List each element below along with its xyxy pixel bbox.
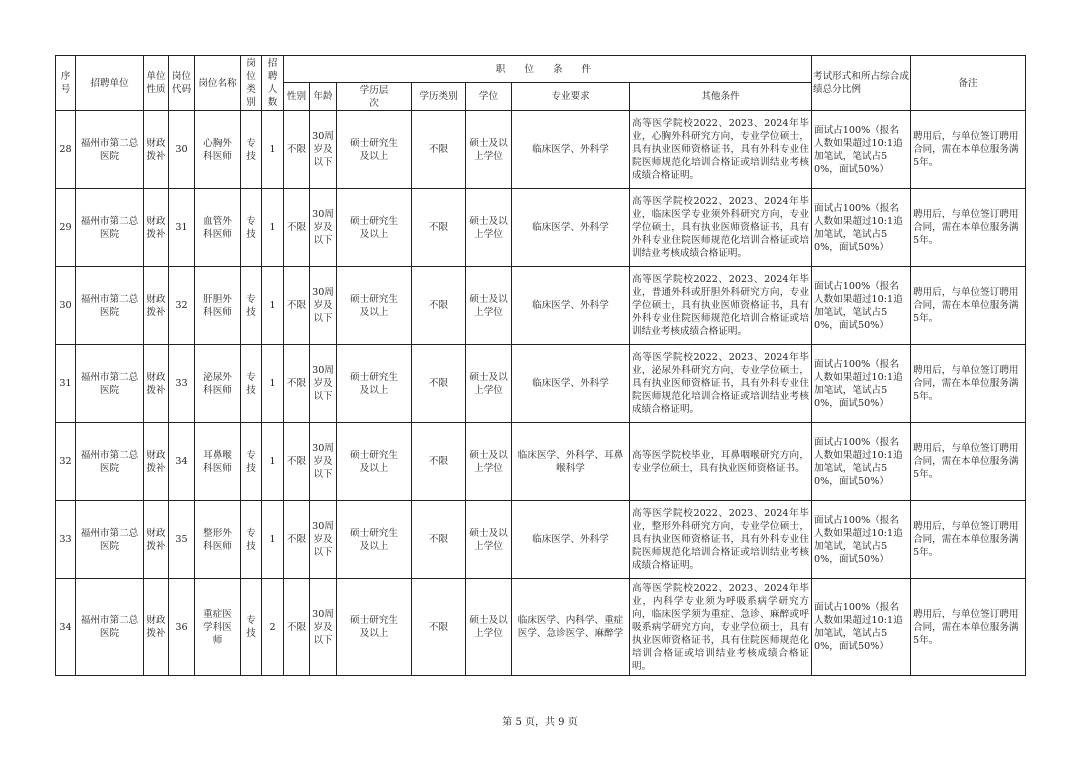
cell-degree: 硕士及以上学位 <box>466 111 512 189</box>
cell-exam: 面试占100%（报名人数如果超过10:1追加笔试，笔试占50%，面试50%） <box>812 189 911 267</box>
header-conditions-group: 职 位 条 件 <box>284 56 812 83</box>
cell-nature: 财政拨补 <box>144 267 169 345</box>
cell-count: 1 <box>262 423 284 501</box>
cell-edu-type: 不限 <box>412 423 466 501</box>
cell-category: 专技 <box>241 345 262 423</box>
header-unit: 招聘单位 <box>76 56 144 111</box>
cell-major: 临床医学、外科学 <box>512 501 630 579</box>
cell-code: 33 <box>169 345 195 423</box>
cell-age: 30周岁及以下 <box>310 267 337 345</box>
cell-count: 2 <box>262 579 284 676</box>
cell-unit: 福州市第二总医院 <box>76 423 144 501</box>
cell-category: 专技 <box>241 267 262 345</box>
header-other: 其他条件 <box>630 83 812 111</box>
cell-gender: 不限 <box>284 345 310 423</box>
cell-seq: 33 <box>56 501 76 579</box>
header-nature: 单位性质 <box>144 56 169 111</box>
cell-degree: 硕士及以上学位 <box>466 423 512 501</box>
cell-count: 1 <box>262 501 284 579</box>
header-edu-level: 学历层次 <box>337 83 412 111</box>
header-seq: 序号 <box>56 56 76 111</box>
cell-edu-level: 硕士研究生及以上 <box>337 189 412 267</box>
header-gender: 性别 <box>284 83 310 111</box>
cell-seq: 28 <box>56 111 76 189</box>
cell-seq: 32 <box>56 423 76 501</box>
cell-age: 30周岁及以下 <box>310 189 337 267</box>
table-row <box>56 267 1026 345</box>
cell-other: 高等医学院校2022、2023、2024年毕业，内科学专业须为呼吸系病学研究方向，临床医学须为重症、急诊、麻醉或呼吸系病学研究方向，专业学位硕士，具有执业医师资格证书，具有住院医师规范化培训合格证或培训结业考核成绩合格证明。 <box>630 579 812 676</box>
cell-seq: 30 <box>56 267 76 345</box>
header-code: 岗位代码 <box>169 56 195 111</box>
cell-count: 1 <box>262 189 284 267</box>
cell-nature: 财政拨补 <box>144 111 169 189</box>
header-edu-type: 学历类别 <box>412 83 466 111</box>
cell-category: 专技 <box>241 189 262 267</box>
cell-edu-level: 硕士研究生及以上 <box>337 579 412 676</box>
cell-code: 36 <box>169 579 195 676</box>
cell-unit: 福州市第二总医院 <box>76 501 144 579</box>
table-row <box>56 423 1026 501</box>
table-row <box>56 111 1026 189</box>
cell-nature: 财政拨补 <box>144 423 169 501</box>
cell-edu-type: 不限 <box>412 267 466 345</box>
header-degree: 学位 <box>466 83 512 111</box>
cell-edu-type: 不限 <box>412 579 466 676</box>
cell-gender: 不限 <box>284 267 310 345</box>
cell-gender: 不限 <box>284 579 310 676</box>
cell-name: 心胸外科医师 <box>195 111 241 189</box>
cell-other: 高等医学院校2022、2023、2024年毕业，临床医学专业须外科研究方向，专业学位硕士，具有执业医师资格证书，具有外科专业住院医师规范化培训合格证或培训结业考核成绩合格证明。 <box>630 189 812 267</box>
cell-unit: 福州市第二总医院 <box>76 267 144 345</box>
cell-other: 高等医学院校毕业，耳鼻咽喉研究方向，专业学位硕士，具有执业医师资格证书。 <box>630 423 812 501</box>
cell-code: 35 <box>169 501 195 579</box>
cell-gender: 不限 <box>284 189 310 267</box>
cell-name: 耳鼻喉科医师 <box>195 423 241 501</box>
cell-name: 泌尿外科医师 <box>195 345 241 423</box>
cell-edu-type: 不限 <box>412 501 466 579</box>
cell-code: 31 <box>169 189 195 267</box>
header-name: 岗位名称 <box>195 56 241 111</box>
cell-age: 30周岁及以下 <box>310 345 337 423</box>
cell-degree: 硕士及以上学位 <box>466 501 512 579</box>
cell-category: 专技 <box>241 579 262 676</box>
cell-nature: 财政拨补 <box>144 345 169 423</box>
cell-major: 临床医学、外科学 <box>512 189 630 267</box>
cell-remark: 聘用后，与单位签订聘用合同，需在本单位服务满5年。 <box>911 189 1026 267</box>
table-row <box>56 189 1026 267</box>
cell-major: 临床医学、外科学 <box>512 267 630 345</box>
cell-exam: 面试占100%（报名人数如果超过10:1追加笔试，笔试占50%，面试50%） <box>812 579 911 676</box>
cell-edu-level: 硕士研究生及以上 <box>337 267 412 345</box>
cell-age: 30周岁及以下 <box>310 423 337 501</box>
table-row <box>56 345 1026 423</box>
cell-other: 高等医学院校2022、2023、2024年毕业，普通外科或肝胆外科研究方向，专业学位硕士，具有执业医师资格证书，具有外科专业住院医师规范化培训合格证或培训结业考核成绩合格证明。 <box>630 267 812 345</box>
header-age: 年龄 <box>310 83 337 111</box>
cell-remark: 聘用后，与单位签订聘用合同，需在本单位服务满5年。 <box>911 345 1026 423</box>
header-remark: 备注 <box>911 56 1026 111</box>
cell-seq: 34 <box>56 579 76 676</box>
cell-exam: 面试占100%（报名人数如果超过10:1追加笔试，笔试占50%，面试50%） <box>812 267 911 345</box>
cell-name: 血管外科医师 <box>195 189 241 267</box>
cell-category: 专技 <box>241 423 262 501</box>
cell-unit: 福州市第二总医院 <box>76 189 144 267</box>
cell-unit: 福州市第二总医院 <box>76 111 144 189</box>
header-count: 招聘人数 <box>262 56 284 111</box>
cell-edu-level: 硕士研究生及以上 <box>337 345 412 423</box>
cell-unit: 福州市第二总医院 <box>76 345 144 423</box>
cell-remark: 聘用后，与单位签订聘用合同，需在本单位服务满5年。 <box>911 501 1026 579</box>
cell-remark: 聘用后，与单位签订聘用合同，需在本单位服务满5年。 <box>911 423 1026 501</box>
cell-major: 临床医学、外科学 <box>512 345 630 423</box>
cell-major: 临床医学、外科学、耳鼻喉科学 <box>512 423 630 501</box>
cell-degree: 硕士及以上学位 <box>466 345 512 423</box>
cell-degree: 硕士及以上学位 <box>466 189 512 267</box>
cell-seq: 31 <box>56 345 76 423</box>
cell-gender: 不限 <box>284 501 310 579</box>
cell-exam: 面试占100%（报名人数如果超过10:1追加笔试，笔试占50%，面试50%） <box>812 111 911 189</box>
cell-exam: 面试占100%（报名人数如果超过10:1追加笔试，笔试占50%，面试50%） <box>812 345 911 423</box>
cell-category: 专技 <box>241 501 262 579</box>
table-row <box>56 501 1026 579</box>
cell-edu-level: 硕士研究生及以上 <box>337 111 412 189</box>
cell-name: 整形外科医师 <box>195 501 241 579</box>
cell-edu-level: 硕士研究生及以上 <box>337 501 412 579</box>
cell-edu-type: 不限 <box>412 345 466 423</box>
cell-age: 30周岁及以下 <box>310 579 337 676</box>
cell-other: 高等医学院校2022、2023、2024年毕业，心胸外科研究方向，专业学位硕士，具有执业医师资格证书，具有外科专业住院医师规范化培训合格证或培训结业考核成绩合格证明。 <box>630 111 812 189</box>
cell-remark: 聘用后，与单位签订聘用合同，需在本单位服务满5年。 <box>911 267 1026 345</box>
cell-nature: 财政拨补 <box>144 501 169 579</box>
cell-edu-type: 不限 <box>412 111 466 189</box>
cell-age: 30周岁及以下 <box>310 501 337 579</box>
cell-remark: 聘用后，与单位签订聘用合同，需在本单位服务满5年。 <box>911 111 1026 189</box>
cell-unit: 福州市第二总医院 <box>76 579 144 676</box>
cell-code: 30 <box>169 111 195 189</box>
cell-age: 30周岁及以下 <box>310 111 337 189</box>
cell-major: 临床医学、内科学、重症医学、急诊医学、麻醉学 <box>512 579 630 676</box>
header-major: 专业要求 <box>512 83 630 111</box>
cell-edu-level: 硕士研究生及以上 <box>337 423 412 501</box>
header-exam: 考试形式和所占综合成绩总分比例 <box>812 56 911 111</box>
cell-nature: 财政拨补 <box>144 579 169 676</box>
cell-edu-type: 不限 <box>412 189 466 267</box>
recruitment-table <box>55 55 1026 676</box>
cell-category: 专技 <box>241 111 262 189</box>
cell-gender: 不限 <box>284 111 310 189</box>
header-category: 岗位类别 <box>241 56 262 111</box>
cell-degree: 硕士及以上学位 <box>466 267 512 345</box>
cell-degree: 硕士及以上学位 <box>466 579 512 676</box>
cell-count: 1 <box>262 111 284 189</box>
cell-other: 高等医学院校2022、2023、2024年毕业，整形外科研究方向，专业学位硕士，具有执业医师资格证书，具有外科专业住院医师规范化培训合格证或培训结业考核成绩合格证明。 <box>630 501 812 579</box>
cell-exam: 面试占100%（报名人数如果超过10:1追加笔试，笔试占50%，面试50%） <box>812 423 911 501</box>
cell-name: 肝胆外科医师 <box>195 267 241 345</box>
cell-gender: 不限 <box>284 423 310 501</box>
cell-other: 高等医学院校2022、2023、2024年毕业，泌尿外科研究方向，专业学位硕士，具有执业医师资格证书，具有外科专业住院医师规范化培训合格证或培训结业考核成绩合格证明。 <box>630 345 812 423</box>
cell-code: 34 <box>169 423 195 501</box>
cell-seq: 29 <box>56 189 76 267</box>
cell-count: 1 <box>262 267 284 345</box>
cell-nature: 财政拨补 <box>144 189 169 267</box>
cell-major: 临床医学、外科学 <box>512 111 630 189</box>
cell-remark: 聘用后，与单位签订聘用合同，需在本单位服务满5年。 <box>911 579 1026 676</box>
cell-count: 1 <box>262 345 284 423</box>
page-footer: 第 5 页，共 9 页 <box>502 717 578 728</box>
cell-name: 重症医学科医师 <box>195 579 241 676</box>
table-row <box>56 579 1026 676</box>
cell-exam: 面试占100%（报名人数如果超过10:1追加笔试，笔试占50%，面试50%） <box>812 501 911 579</box>
cell-code: 32 <box>169 267 195 345</box>
